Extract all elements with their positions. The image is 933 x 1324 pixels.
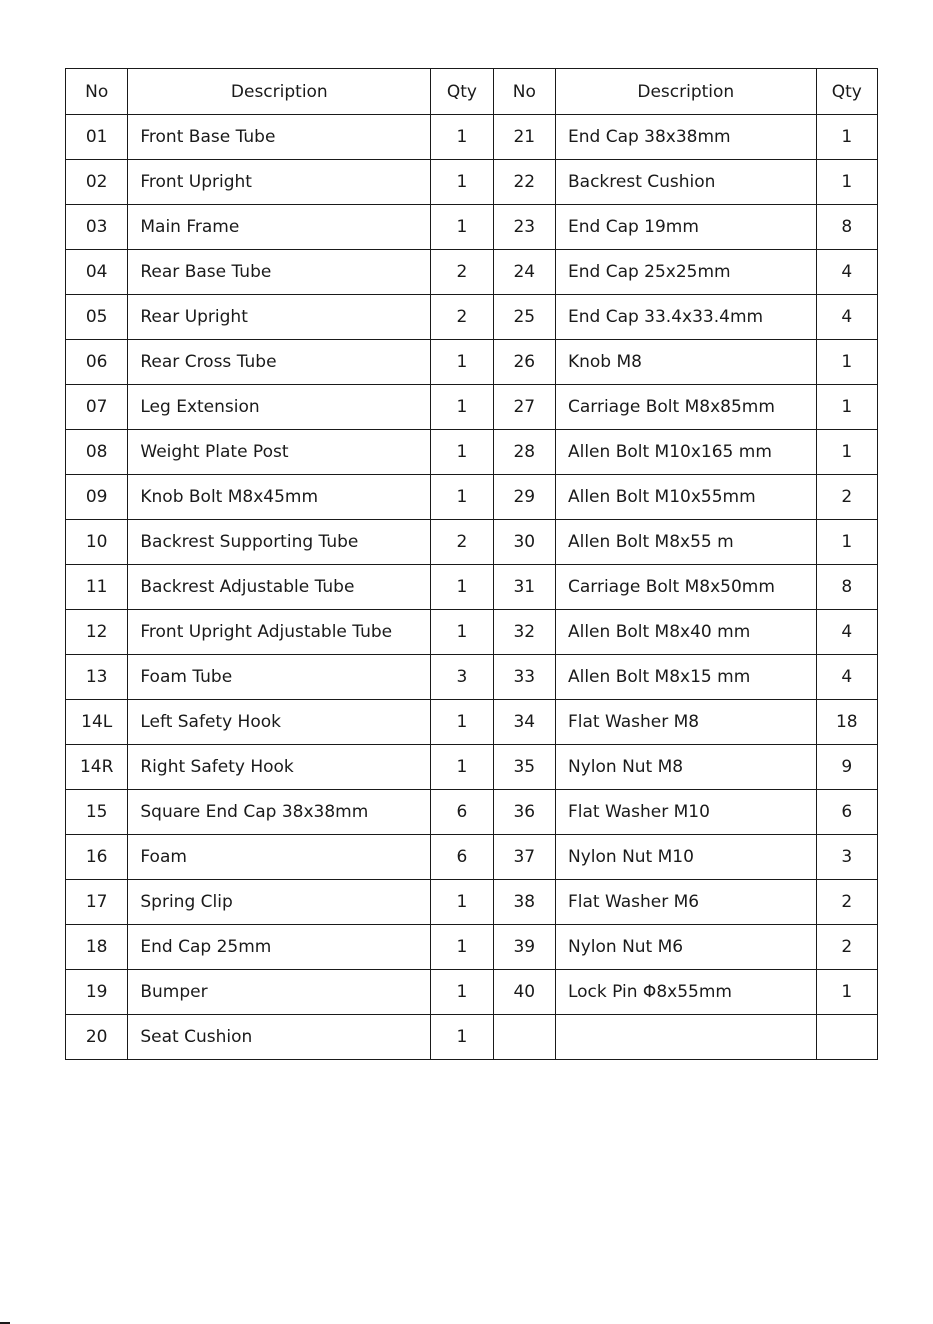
- part-qty-2: 1: [816, 430, 877, 475]
- table-row: [66, 160, 878, 205]
- part-description-2: Allen Bolt M8x15 mm: [555, 655, 816, 700]
- parts-list-table: [65, 68, 878, 1060]
- part-description-2: Nylon Nut M6: [555, 925, 816, 970]
- header-description-2: Description: [555, 69, 816, 115]
- part-description: Backrest Supporting Tube: [128, 520, 431, 565]
- table-row: [66, 880, 878, 925]
- table-row: [66, 970, 878, 1015]
- part-qty-2: 2: [816, 925, 877, 970]
- part-number-2: [493, 1015, 555, 1060]
- part-qty: 1: [431, 205, 493, 250]
- part-qty: 1: [431, 1015, 493, 1060]
- part-qty: 2: [431, 295, 493, 340]
- part-description-2: Nylon Nut M10: [555, 835, 816, 880]
- part-description: Leg Extension: [128, 385, 431, 430]
- part-description: Seat Cushion: [128, 1015, 431, 1060]
- part-number: 19: [66, 970, 128, 1015]
- part-number: 11: [66, 565, 128, 610]
- part-qty-2: 1: [816, 520, 877, 565]
- part-description: Backrest Adjustable Tube: [128, 565, 431, 610]
- part-description: Front Upright Adjustable Tube: [128, 610, 431, 655]
- part-number: 10: [66, 520, 128, 565]
- part-qty: 1: [431, 880, 493, 925]
- part-qty: 3: [431, 655, 493, 700]
- part-qty: 1: [431, 430, 493, 475]
- part-number: 12: [66, 610, 128, 655]
- part-description: End Cap 25mm: [128, 925, 431, 970]
- table-row: [66, 610, 878, 655]
- part-number-2: 40: [493, 970, 555, 1015]
- table-row: [66, 700, 878, 745]
- part-description: Bumper: [128, 970, 431, 1015]
- part-description: Front Upright: [128, 160, 431, 205]
- table-row: [66, 205, 878, 250]
- part-description-2: Knob M8: [555, 340, 816, 385]
- part-qty-2: 8: [816, 565, 877, 610]
- part-description: Front Base Tube: [128, 115, 431, 160]
- part-qty-2: 1: [816, 970, 877, 1015]
- part-number-2: 27: [493, 385, 555, 430]
- part-number: 04: [66, 250, 128, 295]
- part-number-2: 38: [493, 880, 555, 925]
- part-description-2: Allen Bolt M8x55 m: [555, 520, 816, 565]
- part-number-2: 24: [493, 250, 555, 295]
- part-number-2: 35: [493, 745, 555, 790]
- part-description-2: Lock Pin Φ8x55mm: [555, 970, 816, 1015]
- part-description: Left Safety Hook: [128, 700, 431, 745]
- part-number-2: 25: [493, 295, 555, 340]
- part-qty-2: 1: [816, 340, 877, 385]
- part-number: 14R: [66, 745, 128, 790]
- header-no-2: No: [493, 69, 555, 115]
- table-row: [66, 385, 878, 430]
- part-description: Main Frame: [128, 205, 431, 250]
- part-number: 20: [66, 1015, 128, 1060]
- part-number-2: 28: [493, 430, 555, 475]
- table-row: [66, 790, 878, 835]
- part-number-2: 32: [493, 610, 555, 655]
- part-number: 05: [66, 295, 128, 340]
- part-number: 15: [66, 790, 128, 835]
- part-qty: 1: [431, 340, 493, 385]
- part-qty: 1: [431, 160, 493, 205]
- part-description-2: Flat Washer M8: [555, 700, 816, 745]
- part-qty-2: 1: [816, 115, 877, 160]
- table-row: [66, 250, 878, 295]
- part-description: Foam: [128, 835, 431, 880]
- part-number: 14L: [66, 700, 128, 745]
- part-qty-2: 1: [816, 385, 877, 430]
- table-row: [66, 430, 878, 475]
- part-description-2: End Cap 25x25mm: [555, 250, 816, 295]
- part-description-2: Nylon Nut M8: [555, 745, 816, 790]
- part-number-2: 23: [493, 205, 555, 250]
- header-qty-2: Qty: [816, 69, 877, 115]
- part-number-2: 34: [493, 700, 555, 745]
- part-number-2: 29: [493, 475, 555, 520]
- part-number-2: 36: [493, 790, 555, 835]
- part-description: Spring Clip: [128, 880, 431, 925]
- part-qty: 1: [431, 565, 493, 610]
- part-description-2: Allen Bolt M10x55mm: [555, 475, 816, 520]
- part-description-2: Backrest Cushion: [555, 160, 816, 205]
- table-row: [66, 925, 878, 970]
- part-qty-2: 6: [816, 790, 877, 835]
- part-qty: 1: [431, 115, 493, 160]
- part-qty-2: 18: [816, 700, 877, 745]
- header-row: [66, 69, 878, 115]
- part-description-2: Carriage Bolt M8x85mm: [555, 385, 816, 430]
- part-qty: 1: [431, 700, 493, 745]
- part-description: Rear Base Tube: [128, 250, 431, 295]
- part-qty: 1: [431, 475, 493, 520]
- part-number: 16: [66, 835, 128, 880]
- part-qty-2: 3: [816, 835, 877, 880]
- part-qty: 6: [431, 835, 493, 880]
- part-qty-2: 8: [816, 205, 877, 250]
- table-row: [66, 835, 878, 880]
- table-row: [66, 520, 878, 565]
- part-number-2: 31: [493, 565, 555, 610]
- part-number: 09: [66, 475, 128, 520]
- header-no: No: [66, 69, 128, 115]
- part-qty-2: 2: [816, 880, 877, 925]
- part-description-2: Flat Washer M6: [555, 880, 816, 925]
- part-description-2: Carriage Bolt M8x50mm: [555, 565, 816, 610]
- part-qty: 2: [431, 520, 493, 565]
- part-qty-2: 4: [816, 655, 877, 700]
- part-number: 03: [66, 205, 128, 250]
- part-number-2: 21: [493, 115, 555, 160]
- part-description-2: Allen Bolt M8x40 mm: [555, 610, 816, 655]
- part-number-2: 22: [493, 160, 555, 205]
- table-row: [66, 655, 878, 700]
- part-qty-2: 9: [816, 745, 877, 790]
- part-number: 07: [66, 385, 128, 430]
- part-qty-2: 4: [816, 250, 877, 295]
- part-description-2: End Cap 19mm: [555, 205, 816, 250]
- part-description-2: Allen Bolt M10x165 mm: [555, 430, 816, 475]
- part-qty-2: [816, 1015, 877, 1060]
- part-qty-2: 4: [816, 295, 877, 340]
- part-number-2: 37: [493, 835, 555, 880]
- part-qty-2: 1: [816, 160, 877, 205]
- part-number: 06: [66, 340, 128, 385]
- part-description: Knob Bolt M8x45mm: [128, 475, 431, 520]
- table-row: [66, 745, 878, 790]
- part-description: Rear Cross Tube: [128, 340, 431, 385]
- table-row: [66, 565, 878, 610]
- table-row: [66, 1015, 878, 1060]
- table-row: [66, 475, 878, 520]
- table-row: [66, 340, 878, 385]
- part-description-2: End Cap 33.4x33.4mm: [555, 295, 816, 340]
- part-qty: 1: [431, 925, 493, 970]
- part-description: Square End Cap 38x38mm: [128, 790, 431, 835]
- part-number-2: 33: [493, 655, 555, 700]
- part-description: Right Safety Hook: [128, 745, 431, 790]
- part-description-2: Flat Washer M10: [555, 790, 816, 835]
- table-row: [66, 295, 878, 340]
- part-qty: 2: [431, 250, 493, 295]
- part-description: Rear Upright: [128, 295, 431, 340]
- part-qty: 1: [431, 385, 493, 430]
- part-description: Weight Plate Post: [128, 430, 431, 475]
- header-qty: Qty: [431, 69, 493, 115]
- part-qty-2: 2: [816, 475, 877, 520]
- part-number: 01: [66, 115, 128, 160]
- header-description: Description: [128, 69, 431, 115]
- part-qty-2: 4: [816, 610, 877, 655]
- part-qty: 1: [431, 610, 493, 655]
- part-qty: 6: [431, 790, 493, 835]
- part-qty: 1: [431, 970, 493, 1015]
- part-number-2: 26: [493, 340, 555, 385]
- part-number-2: 39: [493, 925, 555, 970]
- part-number: 18: [66, 925, 128, 970]
- part-description-2: End Cap 38x38mm: [555, 115, 816, 160]
- part-number: 13: [66, 655, 128, 700]
- part-number: 17: [66, 880, 128, 925]
- part-number: 08: [66, 430, 128, 475]
- table-row: [66, 115, 878, 160]
- part-description-2: [555, 1015, 816, 1060]
- part-qty: 1: [431, 745, 493, 790]
- part-description: Foam Tube: [128, 655, 431, 700]
- part-number: 02: [66, 160, 128, 205]
- part-number-2: 30: [493, 520, 555, 565]
